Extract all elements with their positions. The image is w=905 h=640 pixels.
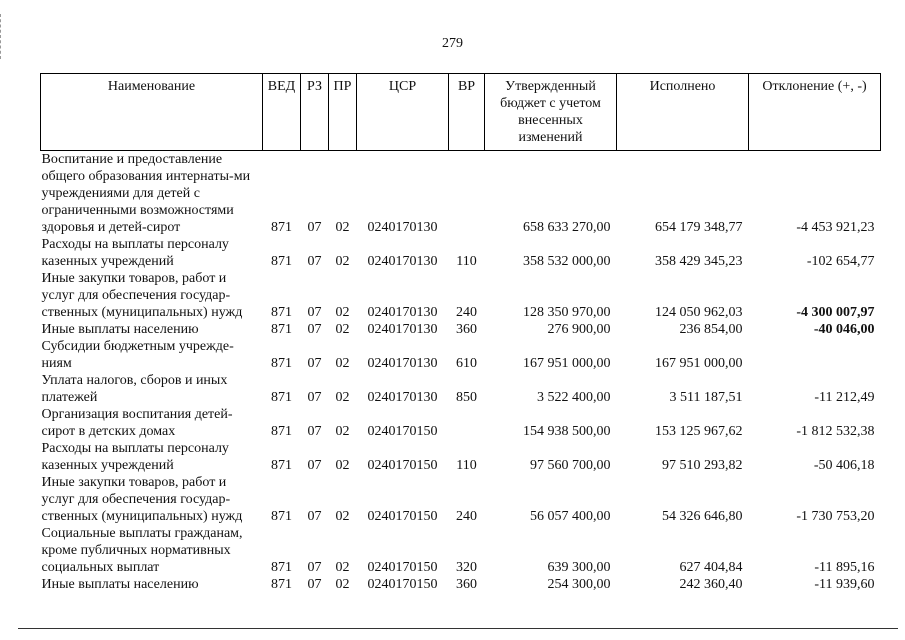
cell-name: Иные закупки товаров, работ и услуг для обеспечения государ-ственных (муниципальных) нужд <box>41 475 243 524</box>
cell-executed: 153 125 967,62 <box>655 424 743 439</box>
cell-csr: 0240170150 <box>367 424 438 439</box>
cell-name: Субсидии бюджетным учрежде-ниям <box>41 339 234 371</box>
cell-ved: 871 <box>271 322 292 337</box>
cell-csr: 0240170150 <box>367 577 438 592</box>
cell-ved: 871 <box>271 458 292 473</box>
table-row <box>41 474 881 525</box>
table-row <box>41 440 881 474</box>
cell-executed: 358 429 345,23 <box>655 254 743 269</box>
cell-vr: 360 <box>456 577 477 592</box>
cell-ved: 871 <box>271 577 292 592</box>
header-approved: Утвержденный бюджет с учетом внесенных изменений <box>485 74 617 151</box>
cell-pr: 02 <box>335 356 350 371</box>
cell-rz: 07 <box>307 356 322 371</box>
cell-deviation: -50 406,18 <box>813 458 875 473</box>
cell-ved: 871 <box>271 254 292 269</box>
cell-vr: 610 <box>456 356 477 371</box>
budget-table <box>40 73 881 593</box>
cell-csr: 0240170150 <box>367 509 438 524</box>
table-row <box>41 321 881 338</box>
cell-ved: 871 <box>271 305 292 320</box>
cell-deviation: -4 300 007,97 <box>796 305 875 320</box>
cell-vr: 110 <box>456 254 477 269</box>
cell-approved: 97 560 700,00 <box>530 458 611 473</box>
cell-vr: 850 <box>456 390 477 405</box>
cell-rz: 07 <box>307 305 322 320</box>
cell-name: Иные закупки товаров, работ и услуг для обеспечения государ-ственных (муниципальных) нужд <box>41 271 243 320</box>
header-csr: ЦСР <box>357 74 449 151</box>
header-pr: ПР <box>329 74 357 151</box>
cell-approved: 56 057 400,00 <box>530 509 611 524</box>
cell-pr: 02 <box>335 220 350 235</box>
cell-executed: 242 360,40 <box>679 577 743 592</box>
page-bottom-rule <box>18 628 898 629</box>
cell-approved: 3 522 400,00 <box>537 390 611 405</box>
header-executed: Исполнено <box>617 74 749 151</box>
cell-vr: 110 <box>456 458 477 473</box>
cell-deviation: -1 812 532,38 <box>796 424 875 439</box>
cell-pr: 02 <box>335 254 350 269</box>
cell-vr: 240 <box>456 509 477 524</box>
cell-rz: 07 <box>307 390 322 405</box>
table-row <box>41 151 881 237</box>
cell-csr: 0240170130 <box>367 254 438 269</box>
cell-approved: 639 300,00 <box>547 560 611 575</box>
cell-csr: 0240170150 <box>367 458 438 473</box>
header-vr: ВР <box>449 74 485 151</box>
cell-csr: 0240170130 <box>367 305 438 320</box>
cell-ved: 871 <box>271 509 292 524</box>
cell-vr: 320 <box>456 560 477 575</box>
cell-vr <box>449 406 485 440</box>
cell-vr: 240 <box>456 305 477 320</box>
header-deviation: Отклонение (+, -) <box>749 74 881 151</box>
cell-deviation: -11 939,60 <box>814 577 875 592</box>
table-row <box>41 338 881 372</box>
cell-csr: 0240170130 <box>367 220 438 235</box>
cell-name: Воспитание и предоставление общего образования интернаты-ми учреждениями для детей с ограниченными возможностями здоровья и детей-сирот <box>41 152 251 235</box>
cell-approved: 167 951 000,00 <box>523 356 611 371</box>
cell-pr: 02 <box>335 509 350 524</box>
table-header-row <box>41 74 881 151</box>
cell-pr: 02 <box>335 458 350 473</box>
header-name: Наименование <box>41 74 263 151</box>
cell-approved: 254 300,00 <box>547 577 611 592</box>
cell-ved: 871 <box>271 390 292 405</box>
cell-pr: 02 <box>335 305 350 320</box>
cell-ved: 871 <box>271 220 292 235</box>
cell-name: Организация воспитания детей-сирот в детских домах <box>41 407 233 439</box>
cell-executed: 54 326 646,80 <box>662 509 743 524</box>
cell-pr: 02 <box>335 322 350 337</box>
cell-csr: 0240170150 <box>367 560 438 575</box>
cell-deviation: -11 895,16 <box>814 560 875 575</box>
cell-executed: 654 179 348,77 <box>655 220 743 235</box>
cell-pr: 02 <box>335 390 350 405</box>
cell-ved: 871 <box>271 424 292 439</box>
cell-deviation: -1 730 753,20 <box>796 509 875 524</box>
header-rz: РЗ <box>301 74 329 151</box>
table-row <box>41 236 881 270</box>
cell-approved: 358 532 000,00 <box>523 254 611 269</box>
cell-rz: 07 <box>307 560 322 575</box>
cell-pr: 02 <box>335 577 350 592</box>
cell-rz: 07 <box>307 577 322 592</box>
cell-executed: 236 854,00 <box>679 322 743 337</box>
table-row <box>41 406 881 440</box>
cell-csr: 0240170130 <box>367 356 438 371</box>
cell-name: Иные выплаты населению <box>41 322 199 337</box>
cell-name: Расходы на выплаты персоналу казенных учреждений <box>41 237 229 269</box>
cell-csr: 0240170130 <box>367 390 438 405</box>
cell-deviation: -40 046,00 <box>813 322 875 337</box>
cell-csr: 0240170130 <box>367 322 438 337</box>
cell-vr: 360 <box>456 322 477 337</box>
cell-name: Уплата налогов, сборов и иных платежей <box>41 373 228 405</box>
cell-pr: 02 <box>335 560 350 575</box>
header-ved: ВЕД <box>263 74 301 151</box>
cell-executed: 167 951 000,00 <box>655 356 743 371</box>
cell-ved: 871 <box>271 356 292 371</box>
table-row <box>41 576 881 593</box>
cell-vr <box>449 151 485 237</box>
table-row <box>41 525 881 576</box>
cell-approved: 154 938 500,00 <box>523 424 611 439</box>
cell-rz: 07 <box>307 458 322 473</box>
cell-approved: 276 900,00 <box>547 322 611 337</box>
cell-deviation: -102 654,77 <box>806 254 875 269</box>
cell-approved: 658 633 270,00 <box>523 220 611 235</box>
table-row <box>41 270 881 321</box>
cell-executed: 97 510 293,82 <box>662 458 743 473</box>
table-row <box>41 372 881 406</box>
cell-executed: 3 511 187,51 <box>669 390 743 405</box>
page-number: 279 <box>442 36 463 51</box>
cell-rz: 07 <box>307 424 322 439</box>
cell-name: Расходы на выплаты персоналу казенных учреждений <box>41 441 229 473</box>
table-body <box>41 151 881 594</box>
cell-rz: 07 <box>307 322 322 337</box>
cell-rz: 07 <box>307 509 322 524</box>
cell-ved: 871 <box>271 560 292 575</box>
cell-rz: 07 <box>307 220 322 235</box>
cell-deviation: -4 453 921,23 <box>796 220 875 235</box>
cell-name: Иные выплаты населению <box>41 577 199 592</box>
cell-rz: 07 <box>307 254 322 269</box>
cell-executed: 627 404,84 <box>679 560 743 575</box>
cell-executed: 124 050 962,03 <box>655 305 743 320</box>
cell-deviation: -11 212,49 <box>814 390 875 405</box>
cell-pr: 02 <box>335 424 350 439</box>
cell-approved: 128 350 970,00 <box>523 305 611 320</box>
cell-name: Социальные выплаты гражданам, кроме публичных нормативных социальных выплат <box>41 526 243 575</box>
cell-deviation <box>749 338 881 372</box>
